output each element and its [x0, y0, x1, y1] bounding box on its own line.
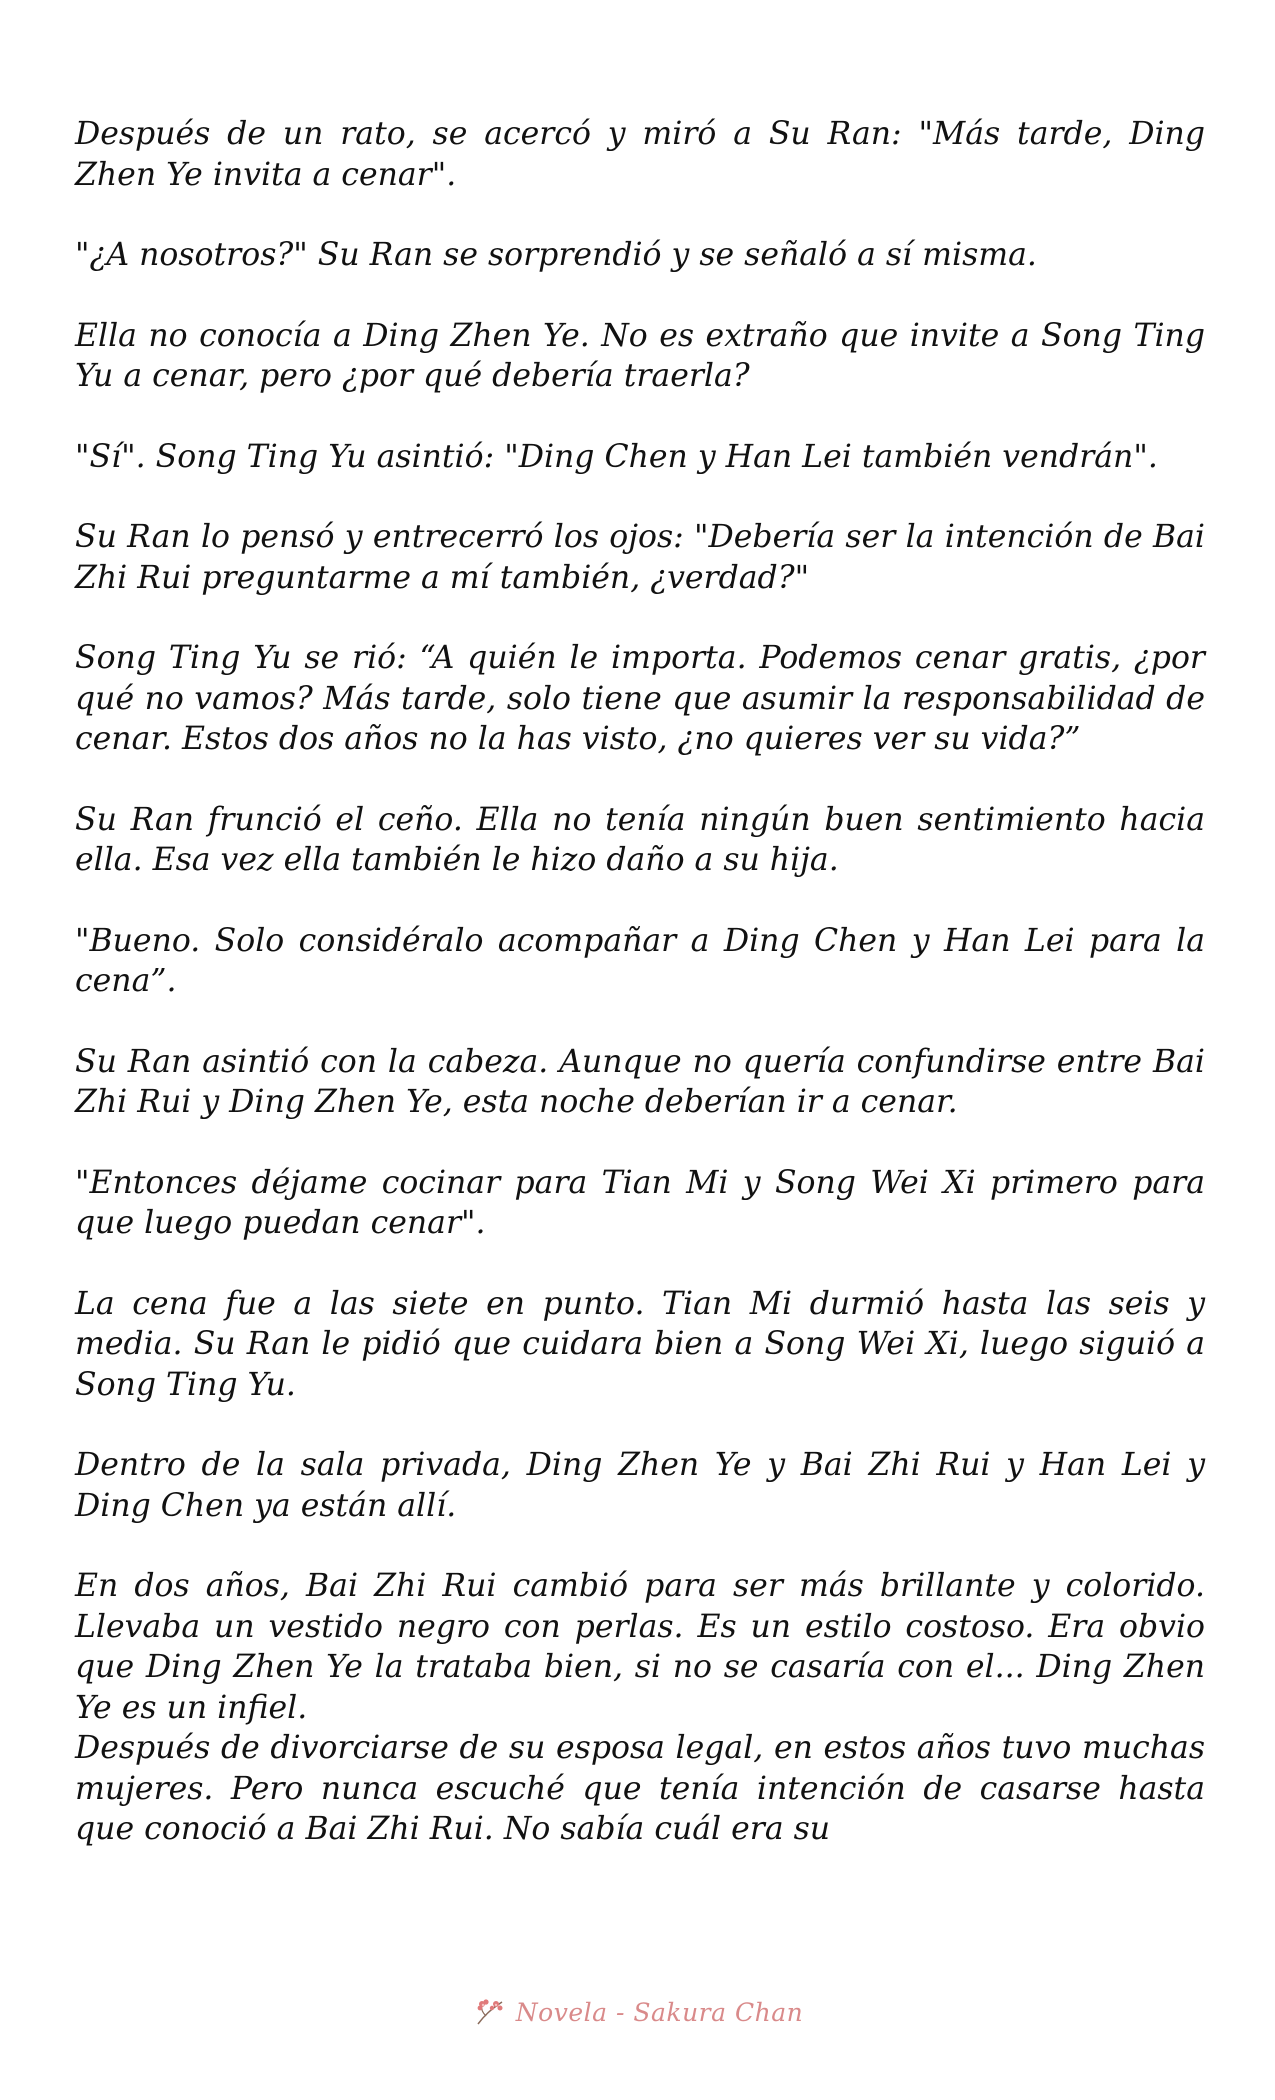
footer-label: Novela - Sakura Chan: [515, 1997, 804, 2027]
paragraph-9: Su Ran asintió con la cabeza. Aunque no quería confundirse entre Bai Zhi Rui y Ding Zhen Ye, esta noche deberían ir a cenar.: [75, 1043, 1205, 1120]
footer-brand: [472, 1994, 803, 2030]
paragraph-3: Ella no conocía a Ding Zhen Ye. No es extraño que invite a Song Ting Yu a cenar, pero ¿por qué debería traerla?: [75, 317, 1205, 394]
page-footer: [0, 1990, 1275, 2034]
paragraph-7: Su Ran frunció el ceño. Ella no tenía ningún buen sentimiento hacia ella. Esa vez ella también le hizo daño a su hija.: [75, 801, 1205, 878]
paragraph-2: "¿A nosotros?" Su Ran se sorprendió y se señaló a sí misma.: [75, 237, 1037, 273]
paragraph-13: En dos años, Bai Zhi Rui cambió para ser más brillante y colorido. Llevaba un vestido negro con perlas. Es un estilo costoso. Era obvio que Ding Zhen Ye la trataba bien, si no se casaría con el... Ding Zhen Ye es un infiel.: [75, 1568, 1205, 1726]
paragraph-5: Su Ran lo pensó y entrecerró los ojos: "Debería ser la intención de Bai Zhi Rui preguntarme a mí también, ¿verdad?": [75, 519, 1205, 596]
paragraph-4: "Sí". Song Ting Yu asintió: "Ding Chen y Han Lei también vendrán".: [75, 438, 1158, 475]
paragraph-1: Después de un rato, se acercó y miró a Su Ran: "Más tarde, Ding Zhen Ye invita a cenar".: [75, 116, 1205, 193]
novel-text: [75, 114, 1205, 1850]
cherry-blossom-icon: [472, 1994, 508, 2030]
paragraph-8: "Bueno. Solo considéralo acompañar a Ding Chen y Han Lei para la cena”.: [75, 922, 1205, 999]
paragraph-12: Dentro de la sala privada, Ding Zhen Ye y Bai Zhi Rui y Han Lei y Ding Chen ya están allí.: [75, 1447, 1205, 1524]
paragraph-10: "Entonces déjame cocinar para Tian Mi y Song Wei Xi primero para que luego puedan cenar".: [75, 1164, 1205, 1241]
paragraph-11: La cena fue a las siete en punto. Tian Mi durmió hasta las seis y media. Su Ran le pidió que cuidara bien a Song Wei Xi, luego siguió a Song Ting Yu.: [75, 1285, 1205, 1403]
paragraph-6: Song Ting Yu se rió: “A quién le importa. Podemos cenar gratis, ¿por qué no vamos? Más tarde, solo tiene que asumir la responsabilidad de cenar. Estos dos años no la has visto, ¿no quieres ver su vida?”: [75, 640, 1205, 757]
paragraph-14: Después de divorciarse de su esposa legal, en estos años tuvo muchas mujeres. Pero nunca escuché que tenía intención de casarse hasta que conoció a Bai Zhi Rui. No sabía cuál era su: [75, 1730, 1205, 1847]
